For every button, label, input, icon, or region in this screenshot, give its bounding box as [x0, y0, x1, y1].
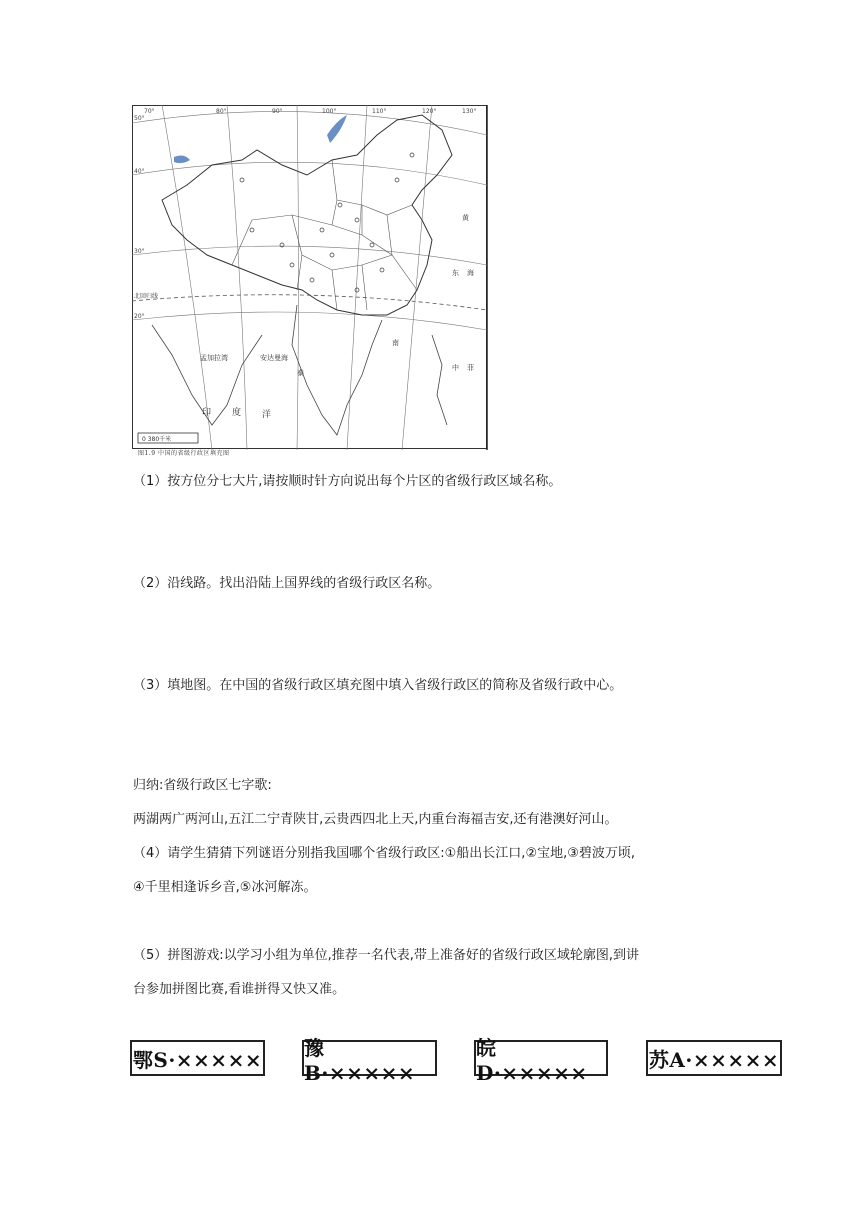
- summary-text: 两湖两广两河山,五江二宁青陕甘,云贵西四北上天,内重台海福吉安,还有港澳好河山。: [133, 812, 618, 827]
- license-plate-henan: 豫B·×××××: [302, 1040, 437, 1076]
- map-lon-label: 100°: [322, 108, 337, 115]
- question-2: （2）沿线路。找出沿陆上国界线的省级行政区名称。: [133, 576, 441, 591]
- question-5-line-1: （5）拼图游戏:以学习小组为单位,推荐一名代表,带上准备好的省级行政区域轮廓图,到讲: [133, 948, 640, 963]
- map-region-label: 海: [467, 269, 474, 277]
- summary-title: 归纳:省级行政区七字歌:: [133, 778, 272, 793]
- question-1: （1）按方位分七大片,请按顺时针方向说出每个片区的省级行政区域名称。: [133, 474, 562, 489]
- question-4-line-1: （4）请学生猜猜下列谜语分别指我国哪个省级行政区:①船出长江口,②宝地,③碧波万顷,: [133, 846, 636, 861]
- map-region-label: 安达曼海: [260, 354, 288, 362]
- license-plate-anhui: 皖D·×××××: [474, 1040, 608, 1076]
- map-region-label: 南: [392, 339, 399, 347]
- map-region-label: 泰: [297, 369, 304, 377]
- question-4-line-2: ④千里相逢诉乡音,⑤冰河解冻。: [133, 880, 317, 895]
- license-plate-hubei: 鄂S·×××××: [130, 1040, 265, 1076]
- map-lon-label: 130°: [462, 108, 477, 115]
- map-region-label: 洋: [262, 410, 272, 420]
- map-lat-label: 40°: [134, 168, 145, 175]
- map-lon-label: 80°: [216, 108, 227, 115]
- map-lon-label: 110°: [372, 108, 387, 115]
- license-plates: [130, 1035, 782, 1085]
- map-region-label: 黄: [462, 214, 469, 222]
- map-region-label: 菲: [467, 364, 474, 372]
- map-region-label: 中: [452, 364, 459, 372]
- map-scale-label: 0 380千米: [142, 436, 172, 443]
- question-3: （3）填地图。在中国的省级行政区填充图中填入省级行政区的简称及省级行政中心。: [133, 678, 623, 693]
- map-lon-label: 70°: [144, 108, 155, 115]
- map-lat-label: 30°: [134, 248, 145, 255]
- map-lat-label: 50°: [134, 115, 145, 122]
- china-province-map: [132, 105, 492, 465]
- tropic-label: 北回归线: [134, 293, 159, 300]
- map-lat-label: 20°: [134, 313, 145, 320]
- map-region-label: 孟加拉湾: [200, 354, 228, 362]
- map-region-label: 印: [202, 408, 212, 418]
- question-5-line-2: 台参加拼图比赛,看谁拼得又快又准。: [133, 982, 346, 997]
- map-lon-label: 90°: [272, 108, 283, 115]
- license-plate-jiangsu: 苏A·×××××: [646, 1040, 782, 1076]
- map-region-label: 东: [452, 269, 459, 277]
- map-lon-label: 120°: [422, 108, 437, 115]
- map-region-label: 度: [232, 408, 242, 418]
- map-caption: 图1.9 中国的省级行政区填充图: [138, 450, 230, 457]
